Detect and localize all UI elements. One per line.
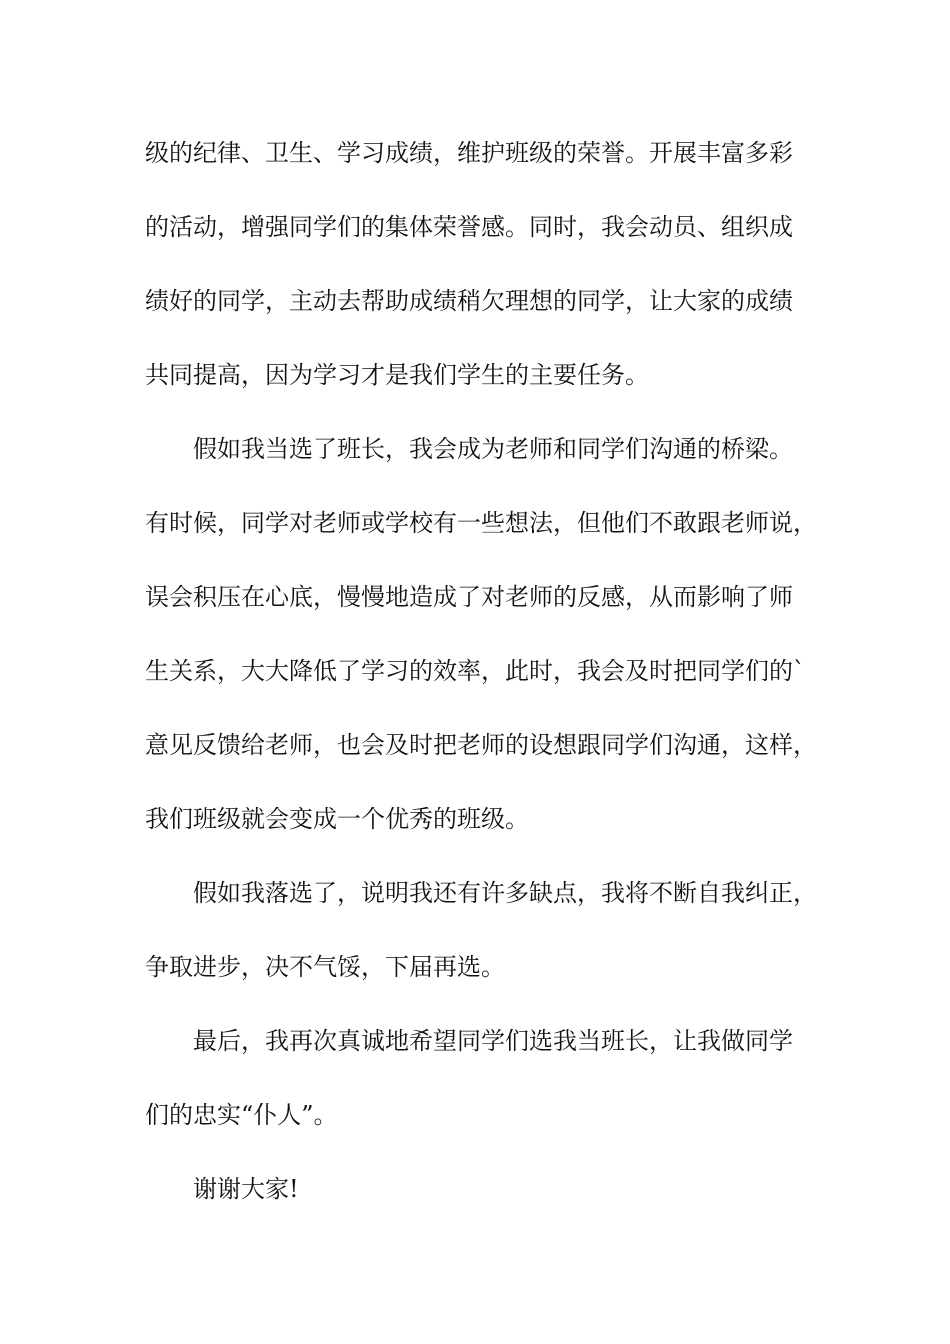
text-line: 意见反馈给老师，也会及时把老师的设想跟同学们沟通，这样， — [145, 731, 817, 759]
paragraph-first-line: 假如我当选了班长，我会成为老师和同学们沟通的桥梁。 — [193, 435, 793, 463]
text-line: 共同提高，因为学习才是我们学生的主要任务。 — [145, 361, 649, 389]
paragraph-first-line: 假如我落选了，说明我还有许多缺点，我将不断自我纠正， — [193, 879, 817, 907]
text-line: 误会积压在心底，慢慢地造成了对老师的反感，从而影响了师 — [145, 583, 793, 611]
text-line: 级的纪律、卫生、学习成绩，维护班级的荣誉。开展丰富多彩 — [145, 139, 793, 167]
text-line: 我们班级就会变成一个优秀的班级。 — [145, 805, 529, 833]
text-line: 有时候，同学对老师或学校有一些想法，但他们不敢跟老师说， — [145, 509, 817, 537]
closing-line: 谢谢大家! — [193, 1175, 299, 1203]
text-line: 绩好的同学，主动去帮助成绩稍欠理想的同学，让大家的成绩 — [145, 287, 793, 315]
paragraph-first-line: 最后，我再次真诚地希望同学们选我当班长，让我做同学 — [193, 1027, 793, 1055]
text-line: 生关系，大大降低了学习的效率，此时，我会及时把同学们的` — [145, 657, 805, 685]
text-line: 们的忠实“仆人”。 — [145, 1101, 338, 1129]
text-line: 争取进步，决不气馁，下届再选。 — [145, 953, 505, 981]
text-line: 的活动，增强同学们的集体荣誉感。同时，我会动员、组织成 — [145, 213, 793, 241]
